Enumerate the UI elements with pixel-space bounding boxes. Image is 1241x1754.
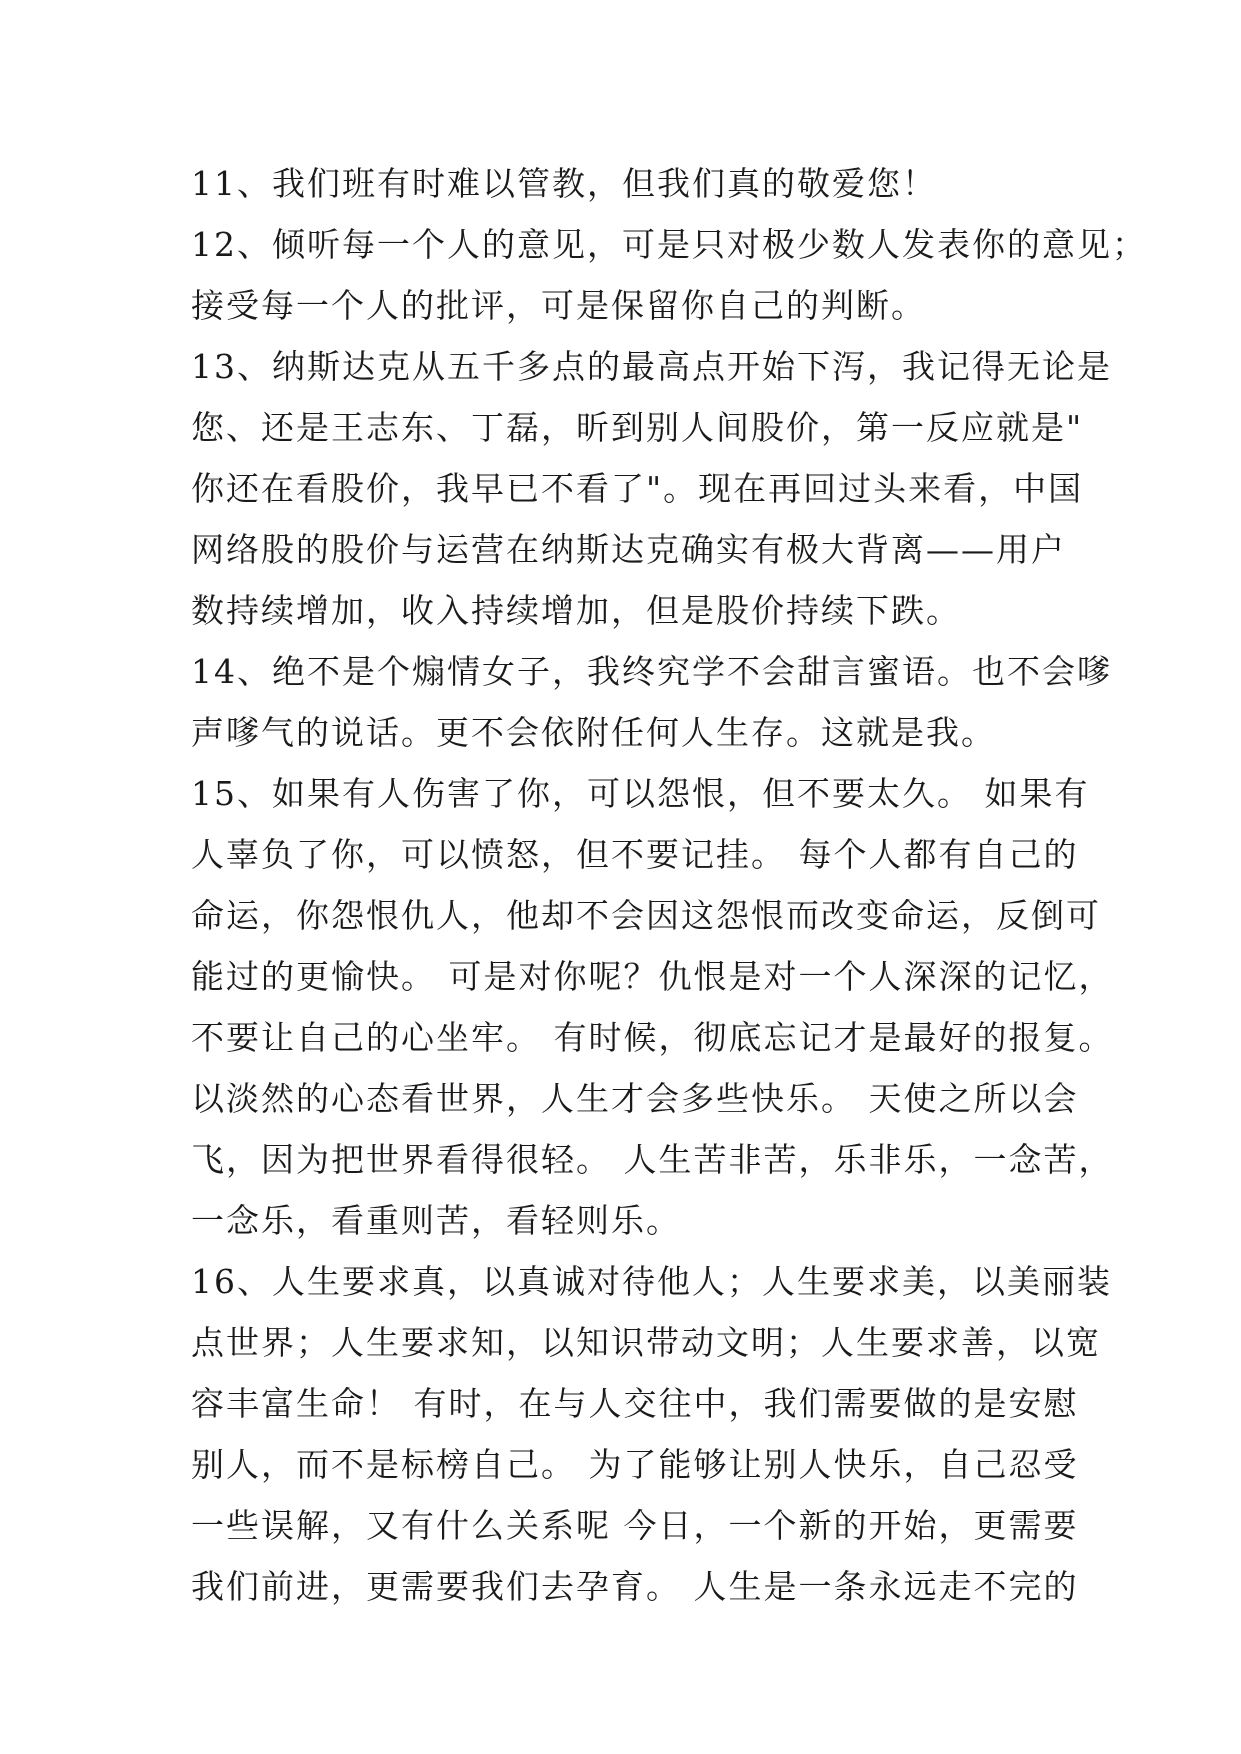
text-line: 飞，因为把世界看得很轻。 人生苦非苦，乐非乐，一念苦， xyxy=(191,1140,1114,1179)
text-line: 点世界；人生要求知，以知识带动文明；人生要求善，以宽 xyxy=(191,1323,1101,1362)
text-line: 人辜负了你，可以愤怒，但不要记挂。 每个人都有自己的 xyxy=(191,835,1079,874)
text-line: 一些误解，又有什么关系呢 今日，一个新的开始，更需要 xyxy=(191,1506,1079,1545)
text-line: 声嗲气的说话。更不会依附任何人生存。这就是我。 xyxy=(191,713,996,752)
text-line: 数持续增加，收入持续增加，但是股价持续下跌。 xyxy=(191,591,961,630)
text-line: 不要让自己的心坐牢。 有时候，彻底忘记才是最好的报复。 xyxy=(191,1018,1114,1057)
text-line: 命运，你怨恨仇人，他却不会因这怨恨而改变命运，反倒可 xyxy=(191,896,1101,935)
text-line: 网络股的股价与运营在纳斯达克确实有极大背离——用户 xyxy=(191,530,1066,569)
text-line: 以淡然的心态看世界，人生才会多些快乐。 天使之所以会 xyxy=(191,1079,1079,1118)
text-line: 接受每一个人的批评，可是保留你自己的判断。 xyxy=(191,286,926,325)
text-line: 12、倾听每一个人的意见，可是只对极少数人发表你的意见； xyxy=(191,225,1147,264)
text-line: 14、绝不是个煽情女子，我终究学不会甜言蜜语。也不会嗲 xyxy=(191,652,1112,691)
text-line: 11、我们班有时难以管教，但我们真的敬爱您！ xyxy=(191,164,937,203)
text-line: 我们前进，更需要我们去孕育。 人生是一条永远走不完的 xyxy=(191,1567,1079,1606)
text-line: 能过的更愉快。 可是对你呢？仇恨是对一个人深深的记忆， xyxy=(191,957,1114,996)
text-line: 您、还是王志东、丁磊，昕到别人间股价，第一反应就是" xyxy=(191,408,1084,447)
document-body xyxy=(191,153,1147,1617)
text-line: 别人，而不是标榜自己。 为了能够让别人快乐，自己忍受 xyxy=(191,1445,1079,1484)
text-line: 容丰富生命！ 有时，在与人交往中，我们需要做的是安慰 xyxy=(191,1384,1079,1423)
text-line: 你还在看股价，我早已不看了"。现在再回过头来看，中国 xyxy=(191,469,1084,508)
text-line: 一念乐，看重则苦，看轻则乐。 xyxy=(191,1201,681,1240)
text-line: 13、纳斯达克从五千多点的最高点开始下泻，我记得无论是 xyxy=(191,347,1112,386)
text-line: 16、人生要求真，以真诚对待他人；人生要求美，以美丽装 xyxy=(191,1262,1112,1301)
text-line: 15、如果有人伤害了你，可以怨恨，但不要太久。 如果有 xyxy=(191,774,1090,813)
